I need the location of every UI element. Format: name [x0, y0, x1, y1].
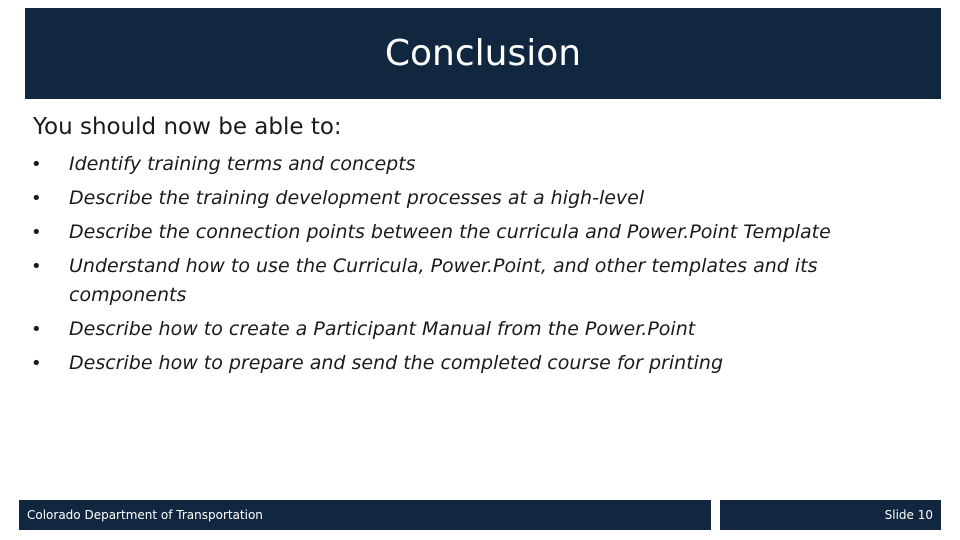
footer-slide-number-bar [720, 500, 941, 530]
bullet-item [27, 150, 847, 179]
bullet-text: Understand how to use the Curricula, Power.Point, and other templates and its components [69, 255, 818, 306]
title-bar [25, 8, 941, 99]
bullet-text: Describe the training development processes at a high-level [69, 187, 645, 209]
bullet-text: Identify training terms and concepts [69, 153, 416, 175]
intro-text: You should now be able to: [33, 114, 342, 140]
bullet-dot-icon: • [31, 353, 42, 374]
bullet-dot-icon: • [31, 319, 42, 340]
bullet-dot-icon: • [31, 222, 42, 243]
footer-organization: Colorado Department of Transportation [27, 508, 263, 522]
bullet-item [27, 218, 847, 247]
slide-title: Conclusion [384, 33, 582, 74]
bullet-dot-icon: • [31, 256, 42, 277]
bullet-item [27, 184, 847, 213]
bullet-list [27, 150, 847, 383]
bullet-item [27, 252, 847, 310]
bullet-text: Describe how to create a Participant Manual from the Power.Point [69, 318, 696, 340]
bullet-dot-icon: • [31, 188, 42, 209]
footer-organization-bar [19, 500, 711, 530]
bullet-item [27, 315, 847, 344]
bullet-dot-icon: • [31, 154, 42, 175]
bullet-text: Describe how to prepare and send the completed course for printing [69, 352, 724, 374]
bullet-text: Describe the connection points between the curricula and Power.Point Template [69, 221, 831, 243]
slide-number: Slide 10 [884, 508, 933, 522]
bullet-item [27, 349, 847, 378]
